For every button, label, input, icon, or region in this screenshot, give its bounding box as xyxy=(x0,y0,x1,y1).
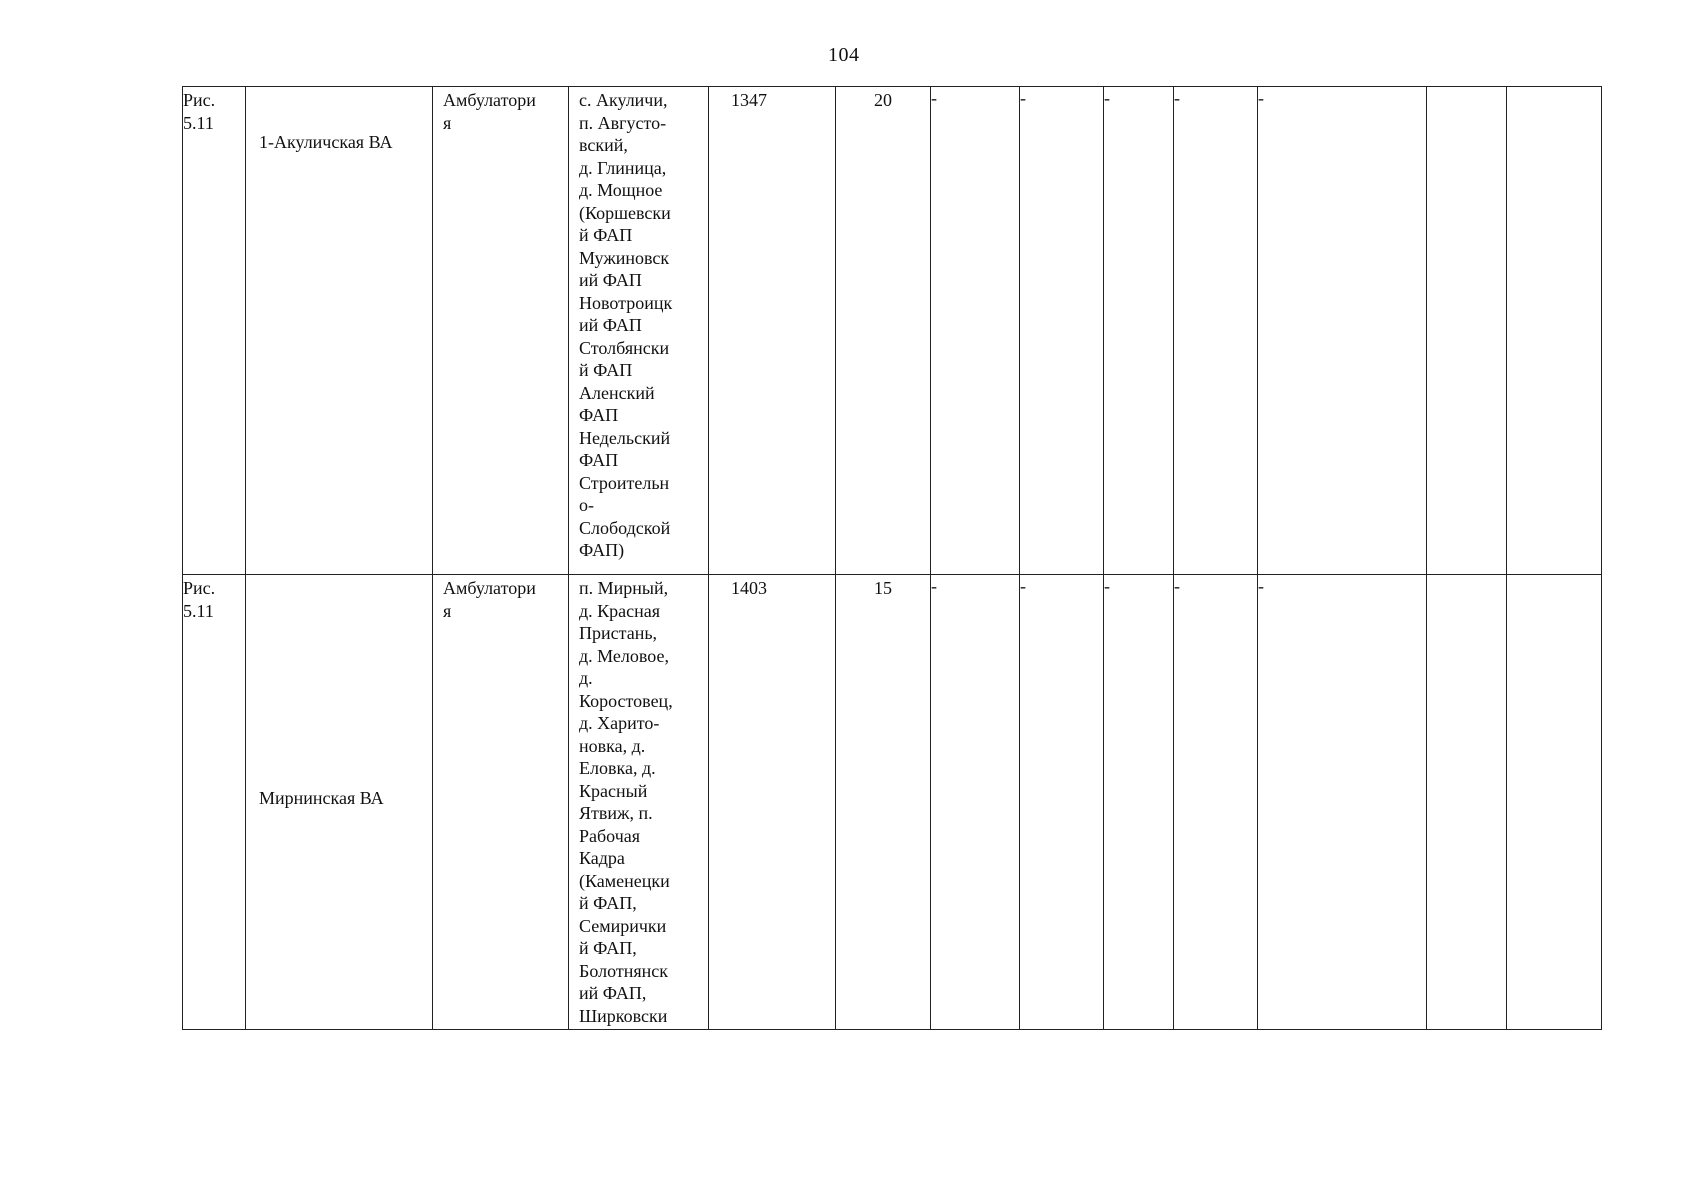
facility-name-cell xyxy=(246,87,433,575)
facility-name-cell xyxy=(246,575,433,1030)
page-number: 104 xyxy=(828,44,860,66)
dash-mark: - xyxy=(931,576,937,596)
empty-cell xyxy=(1507,87,1602,575)
empty-cell xyxy=(931,575,1020,1030)
empty-cell xyxy=(1507,575,1602,1030)
facility-type-cell xyxy=(433,575,569,1030)
dash-mark: - xyxy=(1258,88,1264,108)
empty-cell xyxy=(1427,87,1507,575)
staff-cell: 20 xyxy=(836,87,931,575)
table-row xyxy=(183,87,1602,575)
figure-ref: Рис. 5.11 xyxy=(183,90,216,133)
population-cell: 1347 xyxy=(709,87,836,575)
facility-name: Мирнинская ВА xyxy=(259,788,384,808)
dash-mark: - xyxy=(1174,88,1180,108)
figure-ref-cell xyxy=(183,575,246,1030)
facility-type-cell xyxy=(433,87,569,575)
empty-cell xyxy=(1174,575,1258,1030)
dash-mark: - xyxy=(931,88,937,108)
facility-type: Амбулатори я xyxy=(443,578,536,621)
empty-cell xyxy=(1104,87,1174,575)
dash-mark: - xyxy=(1258,576,1264,596)
facility-name: 1-Акуличская ВА xyxy=(259,132,393,152)
dash-mark: - xyxy=(1020,88,1026,108)
figure-ref: Рис. 5.11 xyxy=(183,578,216,621)
facility-type: Амбулатори я xyxy=(443,90,536,133)
empty-cell xyxy=(1104,575,1174,1030)
dash-mark: - xyxy=(1104,88,1110,108)
table-row xyxy=(183,575,1602,1030)
empty-cell xyxy=(1020,575,1104,1030)
empty-cell xyxy=(1258,87,1427,575)
empty-cell xyxy=(1258,575,1427,1030)
dash-mark: - xyxy=(1020,576,1026,596)
dash-mark: - xyxy=(1104,576,1110,596)
empty-cell xyxy=(931,87,1020,575)
facilities-table xyxy=(182,86,1602,1030)
population-cell: 1403 xyxy=(709,575,836,1030)
empty-cell xyxy=(1427,575,1507,1030)
settlements-cell: с. Акуличи, п. Августо- вский, д. Глиница, д. Мощное (Коршевски й ФАП Мужиновск ий ФАП Новотроицк ий ФАП Столбянски й ФАП Аленский ФАП Недельский ФАП Строительн о- Слободской ФАП) xyxy=(569,87,709,575)
settlements-cell: п. Мирный, д. Красная Пристань, д. Меловое, д. Коростовец, д. Харито- новка, д. Еловка, д. Красный Ятвиж, п. Рабочая Кадра (Каменецки й ФАП, Семирички й ФАП, Болотнянск ий ФАП, Ширковски xyxy=(569,575,709,1030)
staff-cell: 15 xyxy=(836,575,931,1030)
dash-mark: - xyxy=(1174,576,1180,596)
empty-cell xyxy=(1020,87,1104,575)
figure-ref-cell xyxy=(183,87,246,575)
empty-cell xyxy=(1174,87,1258,575)
